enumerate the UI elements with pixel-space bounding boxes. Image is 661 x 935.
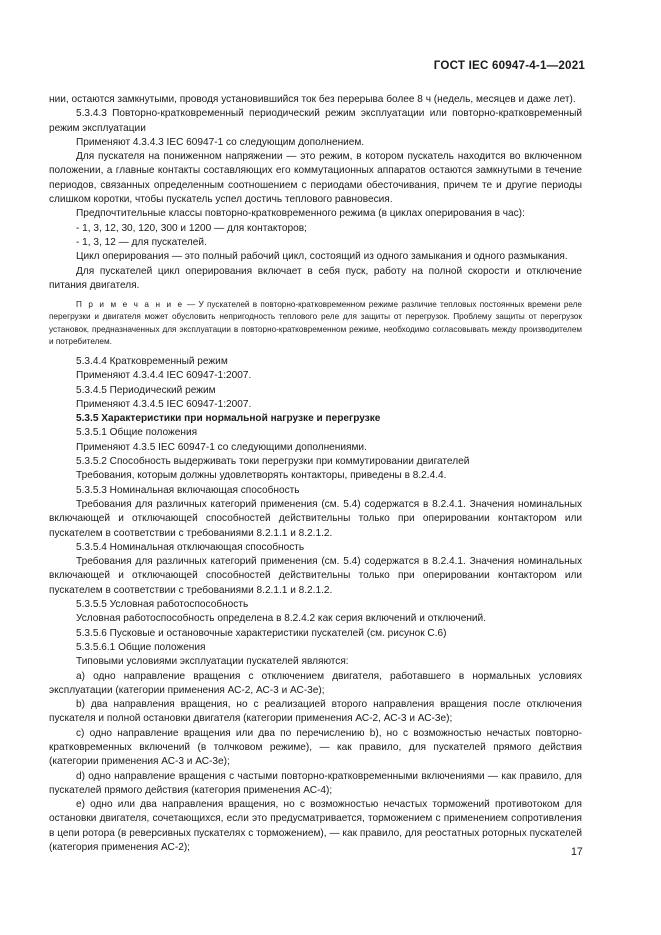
list-item-c: c) одно направление вращения или два по перечислению b), но с возможностью нечастых повторно-кратковременных включений (в толчковом режиме), — как правило, для пускателей прямого действия (категории применения АС-3 и АС-3е); <box>49 727 582 768</box>
paragraph: Применяют 4.3.4.4 IEC 60947-1:2007. <box>76 370 252 382</box>
paragraph-continuation: нии, остаются замкнутыми, проводя установившийся ток без перерыва более 8 ч (недель, месяцев и даже лет). <box>49 94 576 105</box>
list-item-e: e) одно или два направления вращения, но с возможностью нечастых торможений противотоком для остановки двигателя, сочетающихся, если это предусматривается, торможением с применением сопротивления в цепи ротора (в реверсивных пускателях с торможением), — как правило, для реостатных роторных пускателей (категория применения АС-2); <box>49 799 582 854</box>
paragraph: Требования, которым должны удовлетворять контакторы, приведены в 8.2.4.4. <box>76 470 447 482</box>
paragraph: Применяют 4.3.5 IEC 60947-1 со следующими дополнениями. <box>76 441 367 453</box>
clause-5-3-5-5-heading: 5.3.5.5 Условная работоспособность <box>76 599 249 611</box>
list-item-b: b) два направления вращения, но с реализацией второго направления вращения после отключения пускателя и полной остановки двигателя (категории применения АС-2, АС-3 и АС-3е); <box>49 699 582 725</box>
clause-5-3-5-6-heading: 5.3.5.6 Пусковые и остановочные характеристики пускателей (см. рисунок С.6) <box>76 627 447 639</box>
clause-5-3-5-3-heading: 5.3.5.3 Номинальная включающая способность <box>76 484 300 496</box>
clause-5-3-5-1-heading: 5.3.5.1 Общие положения <box>76 427 198 439</box>
note <box>49 299 582 348</box>
clause-5-3-5-heading: 5.3.5 Характеристики при нормальной нагрузке и перегрузке <box>76 413 381 425</box>
document-header: ГОСТ IEC 60947-4-1—2021 <box>433 59 585 72</box>
paragraph: Условная работоспособность определена в 8.2.4.2 как серия включений и отключений. <box>76 613 486 625</box>
page-content <box>49 93 582 855</box>
paragraph: Требования для различных категорий применения (см. 5.4) содержатся в 8.2.4.1. Значения номинальных включающей и отключающей способностей действительны только при оперировании контактором или пускателем в соответствии с требованиями 8.2.1.1 и 8.2.1.2. <box>49 556 582 596</box>
clause-5-3-5-2-heading: 5.3.5.2 Способность выдерживать токи перегрузки при коммутировании двигателей <box>76 456 470 468</box>
note-label: П р и м е ч а н и е <box>76 300 184 310</box>
paragraph: Применяют 4.3.4.3 IEC 60947-1 со следующим дополнением. <box>76 136 365 148</box>
list-item: - 1, 3, 12, 30, 120, 300 и 1200 — для контакторов; <box>76 222 307 234</box>
paragraph: Применяют 4.3.4.5 IEC 60947-1:2007. <box>76 398 252 410</box>
paragraph: Требования для различных категорий применения (см. 5.4) содержатся в 8.2.4.1. Значения номинальных включающей и отключающей способностей действительны только при оперировании контактором или пускателем в соответствии с требованиями 8.2.1.1 и 8.2.1.2. <box>49 498 582 539</box>
clause-5-3-5-6-1-heading: 5.3.5.6.1 Общие положения <box>76 641 206 653</box>
clause-5-3-5-4-heading: 5.3.5.4 Номинальная отключающая способность <box>76 541 305 553</box>
clause-5-3-4-3-heading: 5.3.4.3 Повторно-кратковременный периодический режим эксплуатации или повторно-кратковременный режим эксплуатации <box>49 108 582 134</box>
clause-5-3-4-4-heading: 5.3.4.4 Кратковременный режим <box>76 355 228 367</box>
paragraph: Типовыми условиями эксплуатации пускателей являются: <box>76 656 349 668</box>
paragraph: Предпочтительные классы повторно-кратковременного режима (в циклах оперирования в час): <box>76 208 525 220</box>
note-text: — У пускателей в повторно-кратковременном режиме различие тепловых постоянных времени реле перегрузки и двигателя может обусловить непригодность теплового реле для защиты от перегрузок. Проблему защиты от перегрузок установок, предназначенных для эксплуатации в повторно-кратковременном режиме, необходимо согласовывать между производителем и потребителем. <box>49 300 582 346</box>
list-item: - 1, 3, 12 — для пускателей. <box>76 236 207 248</box>
clause-5-3-4-5-heading: 5.3.4.5 Периодический режим <box>76 384 216 396</box>
list-item-d: d) одно направление вращения с частыми повторно-кратковременными включениями — как правило, для пускателей прямого действия (категория применения АС-4); <box>49 770 582 796</box>
paragraph: Для пускателя на пониженном напряжении — это режим, в котором пускатель находится во включенном положении, а главные контакты составляющих его коммутационных аппаратов остаются замкнутыми в течение периодов, связанных определенным соотношением с периодами обесточивания, причем те и другие периоды слишком коротки, чтобы пускатель успел достичь теплового равновесия. <box>49 151 582 206</box>
paragraph: Цикл оперирования — это полный рабочий цикл, состоящий из одного замыкания и одного размыкания. <box>76 251 568 263</box>
paragraph: Для пускателей цикл оперирования включает в себя пуск, работу на полной скорости и отключение питания двигателя. <box>49 265 582 291</box>
list-item-a: a) одно направление вращения с отключением двигателя, работавшего в нормальных условиях эксплуатации (категории применения АС-2, АС-3 и АС-3е); <box>49 670 582 696</box>
page-number: 17 <box>571 846 583 858</box>
